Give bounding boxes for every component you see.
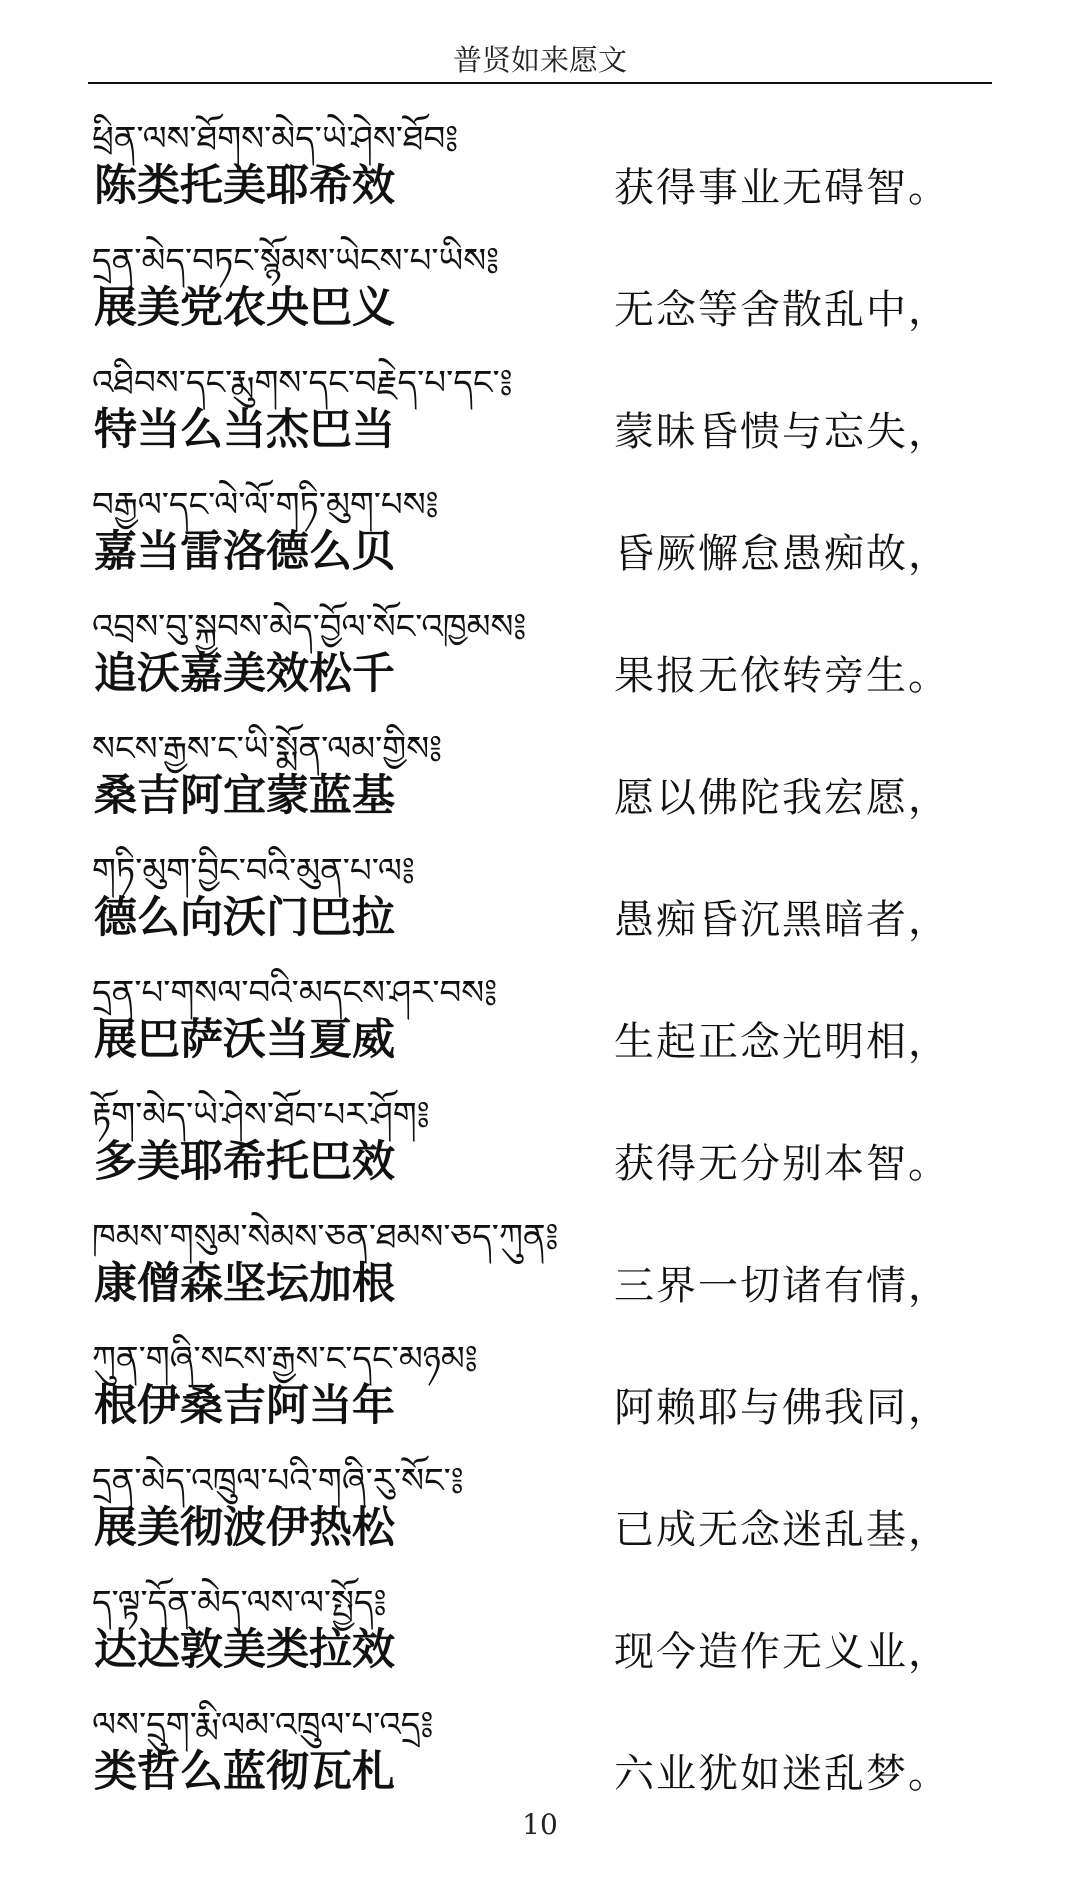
transliteration-line: 桑吉阿宜蒙蓝基 <box>94 771 395 821</box>
translation-line: 三界一切诸有情， <box>614 1263 950 1309</box>
tibetan-line: དྲན་མེད་འཁྲུལ་པའི་གཞི་རུ་སོང་༔ <box>92 1461 464 1501</box>
verse-stanza <box>92 1198 972 1322</box>
translation-line: 已成无念迷乱基， <box>614 1507 950 1553</box>
transliteration-line: 展美彻波伊热松 <box>94 1503 395 1553</box>
page-number: 10 <box>522 1808 558 1841</box>
transliteration-line: 达达敦美类拉效 <box>94 1625 395 1675</box>
tibetan-line: གཏི་མུག་བྱིང་བའི་མུན་པ་ལ༔ <box>92 851 415 891</box>
verse-stanza <box>92 954 972 1078</box>
translation-line: 愚痴昏沉黑暗者， <box>614 897 950 943</box>
verse-stanza <box>92 100 972 224</box>
translation-line: 愿以佛陀我宏愿， <box>614 775 950 821</box>
tibetan-line: སངས་རྒྱས་ང་ཡི་སྨོན་ལམ་གྱིས༔ <box>92 729 443 769</box>
verse-stanza <box>92 1320 972 1444</box>
translation-line: 阿赖耶与佛我同， <box>614 1385 950 1431</box>
translation-line: 果报无依转旁生。 <box>614 653 950 699</box>
verse-stanza <box>92 466 972 590</box>
verse-stanza <box>92 344 972 468</box>
verse-stanza <box>92 710 972 834</box>
translation-line: 无念等舍散乱中， <box>614 287 950 333</box>
tibetan-line: ད་ལྟ་དོན་མེད་ལས་ལ་སྤྱོད༔ <box>92 1583 387 1623</box>
verse-stanza <box>92 832 972 956</box>
tibetan-line: ཁམས་གསུམ་སེམས་ཅན་ཐམས་ཅད་ཀུན༔ <box>92 1217 559 1257</box>
header-divider <box>88 82 992 84</box>
page-header-title: 普贤如来愿文 <box>452 43 627 77</box>
tibetan-line: འཐིབས་དང་རྨུགས་དང་བརྗེད་པ་དང་༔ <box>92 363 513 403</box>
translation-line: 现今造作无义业， <box>614 1629 950 1675</box>
translation-line: 生起正念光明相， <box>614 1019 950 1065</box>
translation-line: 蒙昧昏愦与忘失， <box>614 409 950 455</box>
tibetan-line: རྟོག་མེད་ཡེ་ཤེས་ཐོབ་པར་ཤོག༔ <box>92 1095 430 1135</box>
translation-line: 六业犹如迷乱梦。 <box>614 1751 950 1797</box>
transliteration-line: 展美党农央巴义 <box>94 283 395 333</box>
transliteration-line: 特当么当杰巴当 <box>94 405 395 455</box>
tibetan-line: ཕྲིན་ལས་ཐོགས་མེད་ཡེ་ཤེས་ཐོབ༔ <box>92 119 459 159</box>
tibetan-line: དྲན་མེད་བཏང་སྙོམས་ཡེངས་པ་ཡིས༔ <box>92 241 500 281</box>
transliteration-line: 嘉当雷洛德么贝 <box>94 527 395 577</box>
verse-stanza <box>92 1442 972 1566</box>
tibetan-line: ཀུན་གཞི་སངས་རྒྱས་ང་དང་མཉམ༔ <box>92 1339 478 1379</box>
transliteration-line: 类哲么蓝彻瓦札 <box>94 1747 395 1797</box>
translation-line: 获得无分别本智。 <box>614 1141 950 1187</box>
verse-stanza <box>92 1564 972 1688</box>
transliteration-line: 德么向沃门巴拉 <box>94 893 395 943</box>
transliteration-line: 追沃嘉美效松千 <box>94 649 395 699</box>
translation-line: 获得事业无碍智。 <box>614 165 950 211</box>
verse-stanza <box>92 1076 972 1200</box>
tibetan-line: འབྲས་བུ་སྐྱབས་མེད་བྱོལ་སོང་འཁྱམས༔ <box>92 607 527 647</box>
transliteration-line: 展巴萨沃当夏威 <box>94 1015 395 1065</box>
tibetan-line: བརྒྱལ་དང་ལེ་ལོ་གཏི་མུག་པས༔ <box>92 485 439 525</box>
transliteration-line: 多美耶希托巴效 <box>94 1137 395 1187</box>
transliteration-line: 根伊桑吉阿当年 <box>94 1381 395 1431</box>
transliteration-line: 康僧森坚坛加根 <box>94 1259 395 1309</box>
translation-line: 昏厥懈怠愚痴故， <box>614 531 950 577</box>
verse-stanza <box>92 222 972 346</box>
verse-stanza <box>92 588 972 712</box>
transliteration-line: 陈类托美耶希效 <box>94 161 395 211</box>
tibetan-line: ལས་དྲུག་རྨི་ལམ་འཁྲུལ་པ་འདྲ༔ <box>92 1705 434 1745</box>
verse-stanza <box>92 1686 972 1810</box>
tibetan-line: དྲན་པ་གསལ་བའི་མདངས་ཤར་བས༔ <box>92 973 498 1013</box>
